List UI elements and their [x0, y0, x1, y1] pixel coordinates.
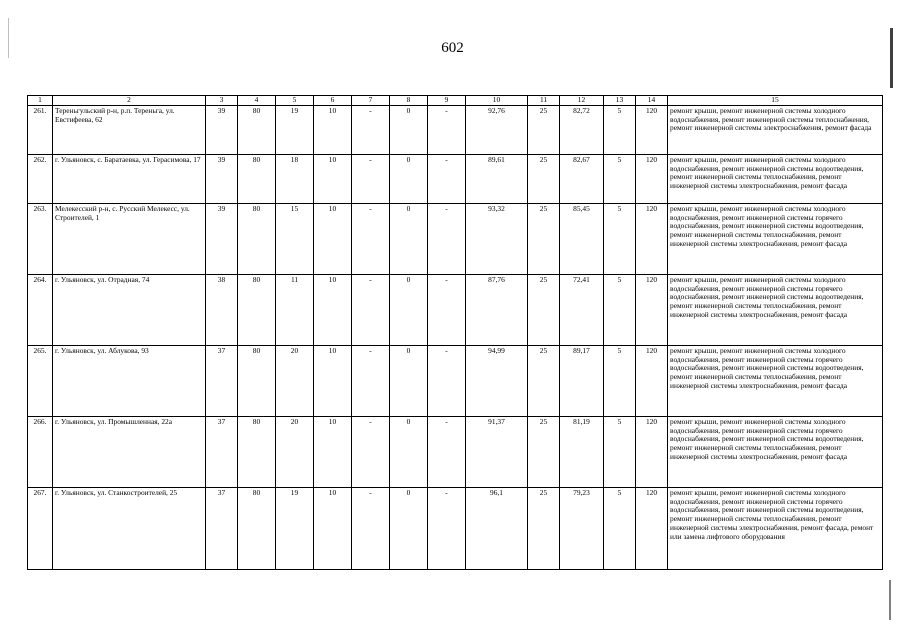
table-cell: 39 [206, 204, 238, 275]
table-cell: 5 [604, 346, 636, 417]
table-cell: 15 [276, 204, 314, 275]
table-cell: 0 [390, 346, 428, 417]
table-cell: 0 [390, 106, 428, 155]
table-cell: 87,76 [466, 275, 528, 346]
table-cell: 25 [528, 417, 560, 488]
table-cell: 94,99 [466, 346, 528, 417]
table-cell: - [428, 346, 466, 417]
table-cell: - [352, 417, 390, 488]
table-cell: 5 [604, 488, 636, 570]
column-header: 6 [314, 96, 352, 106]
table-cell: 120 [636, 106, 668, 155]
column-header: 13 [604, 96, 636, 106]
row-number: 263. [28, 204, 53, 275]
table-cell: 96,1 [466, 488, 528, 570]
table-cell: 80 [238, 488, 276, 570]
table-cell: 120 [636, 155, 668, 204]
table-cell: 120 [636, 417, 668, 488]
table-cell: 80 [238, 106, 276, 155]
table-cell: - [352, 155, 390, 204]
table-cell: 5 [604, 417, 636, 488]
table-cell: 80 [238, 346, 276, 417]
table-cell: 25 [528, 346, 560, 417]
table-cell: 38 [206, 275, 238, 346]
table-cell: - [428, 417, 466, 488]
table-row [28, 155, 883, 204]
table-cell: - [428, 204, 466, 275]
table-cell: 120 [636, 204, 668, 275]
table-cell: 89,17 [560, 346, 604, 417]
table-cell: 120 [636, 346, 668, 417]
table-cell: 10 [314, 417, 352, 488]
table-cell: 5 [604, 106, 636, 155]
row-number: 264. [28, 275, 53, 346]
table-cell: 82,67 [560, 155, 604, 204]
table-cell: 120 [636, 488, 668, 570]
table-cell: 82,72 [560, 106, 604, 155]
column-header: 5 [276, 96, 314, 106]
table-cell: 10 [314, 488, 352, 570]
table-row [28, 488, 883, 570]
column-number-row [28, 96, 883, 106]
table-cell: 0 [390, 417, 428, 488]
column-header: 3 [206, 96, 238, 106]
works-cell: ремонт крыши, ремонт инженерной системы холодного водоснабжения, ремонт инженерной системы горячего водоснабжения, ремонт инженерной системы водоотведения, ремонт инженерной системы теплоснабжения, ремонт инженерной системы электроснабжения, ремонт фасада [668, 275, 883, 346]
table-cell: 80 [238, 417, 276, 488]
table-cell: 81,19 [560, 417, 604, 488]
scan-margin-mark [890, 28, 893, 88]
table-cell: 10 [314, 106, 352, 155]
table-cell: 72,41 [560, 275, 604, 346]
table-cell: 0 [390, 204, 428, 275]
scan-margin-mark [889, 580, 891, 620]
table-row [28, 417, 883, 488]
column-header: 15 [668, 96, 883, 106]
table-cell: 19 [276, 106, 314, 155]
housing-repair-table [27, 95, 883, 570]
works-cell: ремонт крыши, ремонт инженерной системы холодного водоснабжения, ремонт инженерной системы горячего водоснабжения, ремонт инженерной системы водоотведения, ремонт инженерной системы теплоснабжения, ремонт инженерной системы электроснабжения, ремонт фасада [668, 417, 883, 488]
table-cell: 5 [604, 275, 636, 346]
works-cell: ремонт крыши, ремонт инженерной системы холодного водоснабжения, ремонт инженерной системы водоотведения, ремонт инженерной системы теплоснабжения, ремонт инженерной системы электроснабжения, ремонт фасада [668, 155, 883, 204]
table-cell: 10 [314, 346, 352, 417]
table-cell: 92,76 [466, 106, 528, 155]
column-header: 8 [390, 96, 428, 106]
row-number: 266. [28, 417, 53, 488]
column-header: 11 [528, 96, 560, 106]
table-cell: 37 [206, 417, 238, 488]
column-header: 10 [466, 96, 528, 106]
page-number: 602 [441, 40, 464, 56]
table-cell: 10 [314, 275, 352, 346]
table-row [28, 204, 883, 275]
table-cell: 5 [604, 204, 636, 275]
table-cell: 18 [276, 155, 314, 204]
column-header: 9 [428, 96, 466, 106]
row-number: 267. [28, 488, 53, 570]
table-cell: 39 [206, 155, 238, 204]
table-cell: 120 [636, 275, 668, 346]
table-cell: 10 [314, 204, 352, 275]
table-cell: - [352, 488, 390, 570]
table-cell: 25 [528, 155, 560, 204]
row-number: 262. [28, 155, 53, 204]
table-cell: 11 [276, 275, 314, 346]
works-cell: ремонт крыши, ремонт инженерной системы холодного водоснабжения, ремонт инженерной системы горячего водоснабжения, ремонт инженерной системы водоотведения, ремонт инженерной системы теплоснабжения, ремонт инженерной системы электроснабжения, ремонт фасада, ремонт или замена лифтового оборудования [668, 488, 883, 570]
table-cell: 89,61 [466, 155, 528, 204]
table-cell: 80 [238, 275, 276, 346]
table-cell: 80 [238, 155, 276, 204]
table-cell: 25 [528, 275, 560, 346]
table-cell: - [428, 275, 466, 346]
table-cell: - [352, 204, 390, 275]
table-row [28, 346, 883, 417]
works-cell: ремонт крыши, ремонт инженерной системы холодного водоснабжения, ремонт инженерной системы горячего водоснабжения, ремонт инженерной системы водоотведения, ремонт инженерной системы теплоснабжения, ремонт инженерной системы электроснабжения, ремонт фасада [668, 204, 883, 275]
column-header: 1 [28, 96, 53, 106]
address-cell: г. Ульяновск, ул. Станкостроителей, 25 [53, 488, 206, 570]
column-header: 2 [53, 96, 206, 106]
table-cell: 25 [528, 204, 560, 275]
table-cell: 37 [206, 488, 238, 570]
address-cell: г. Ульяновск, ул. Аблукова, 93 [53, 346, 206, 417]
table-row [28, 275, 883, 346]
table-cell: 25 [528, 488, 560, 570]
table-cell: 0 [390, 155, 428, 204]
table-cell: 37 [206, 346, 238, 417]
table-cell: - [428, 155, 466, 204]
table-cell: 19 [276, 488, 314, 570]
table-cell: 5 [604, 155, 636, 204]
table-cell: 25 [528, 106, 560, 155]
table-cell: - [428, 488, 466, 570]
works-cell: ремонт крыши, ремонт инженерной системы холодного водоснабжения, ремонт инженерной системы теплоснабжения, ремонт инженерной системы электроснабжения, ремонт фасада [668, 106, 883, 155]
column-header: 4 [238, 96, 276, 106]
table-cell: 10 [314, 155, 352, 204]
address-cell: Мелекесский р-н, с. Русский Мелекесс, ул. Строителей, 1 [53, 204, 206, 275]
table-cell: 0 [390, 275, 428, 346]
table-cell: 39 [206, 106, 238, 155]
column-header: 12 [560, 96, 604, 106]
table-cell: - [352, 346, 390, 417]
table-cell: 20 [276, 346, 314, 417]
table-cell: 0 [390, 488, 428, 570]
address-cell: Тереньгульский р-н, р.п. Тереньга, ул. Евстифеева, 62 [53, 106, 206, 155]
table-cell: 85,45 [560, 204, 604, 275]
table-cell: - [428, 106, 466, 155]
column-header: 7 [352, 96, 390, 106]
address-cell: г. Ульяновск, с. Баратаевка, ул. Герасимова, 17 [53, 155, 206, 204]
table-row [28, 106, 883, 155]
table-cell: - [352, 106, 390, 155]
table-cell: 79,23 [560, 488, 604, 570]
row-number: 261. [28, 106, 53, 155]
table-cell: 80 [238, 204, 276, 275]
address-cell: г. Ульяновск, ул. Промышленная, 22а [53, 417, 206, 488]
address-cell: г. Ульяновск, ул. Отрадная, 74 [53, 275, 206, 346]
table-cell: 91,37 [466, 417, 528, 488]
table-cell: - [352, 275, 390, 346]
row-number: 265. [28, 346, 53, 417]
table-cell: 20 [276, 417, 314, 488]
table-cell: 93,32 [466, 204, 528, 275]
works-cell: ремонт крыши, ремонт инженерной системы холодного водоснабжения, ремонт инженерной системы горячего водоснабжения, ремонт инженерной системы водоотведения, ремонт инженерной системы теплоснабжения, ремонт инженерной системы электроснабжения, ремонт фасада [668, 346, 883, 417]
column-header: 14 [636, 96, 668, 106]
